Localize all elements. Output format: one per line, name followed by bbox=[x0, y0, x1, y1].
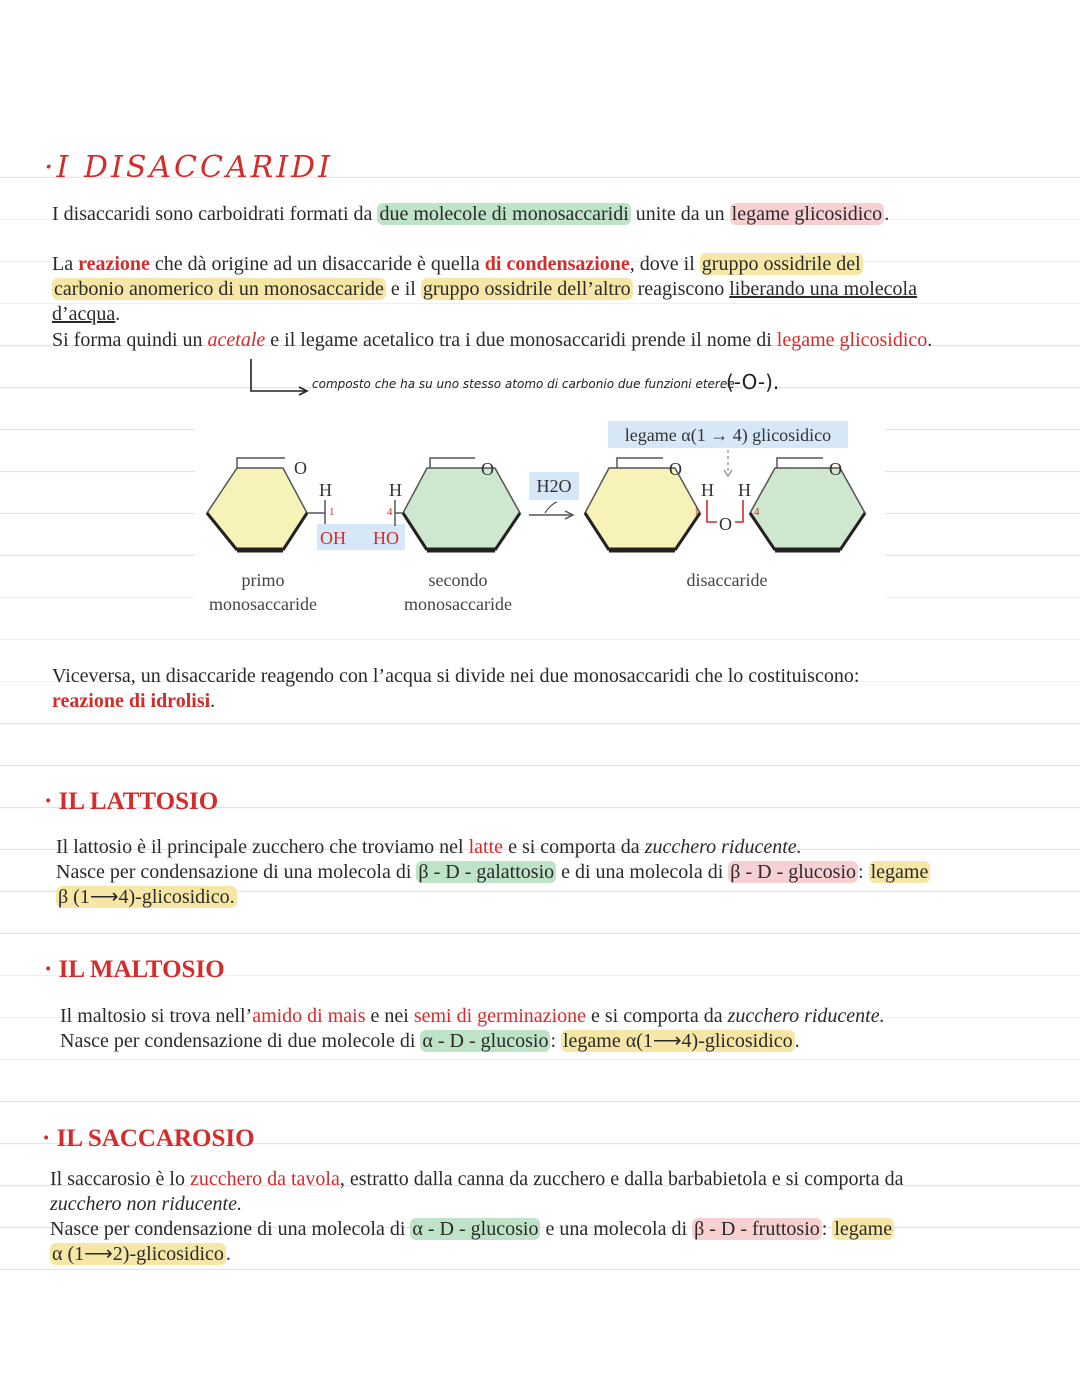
carbon-number: 4 bbox=[754, 506, 760, 518]
text: Nasce per condensazione di due molecole di bbox=[60, 1030, 421, 1052]
highlight-legame: legame bbox=[834, 1218, 893, 1240]
label-disaccharide: disaccaride bbox=[686, 570, 768, 590]
text: Viceversa, un disaccaride reagendo con l’acqua si divide nei due monosaccaridi che lo costituiscono: bbox=[52, 665, 860, 687]
intro-paragraph-2 bbox=[52, 252, 1042, 327]
ring-oxygen: O bbox=[669, 459, 682, 479]
text: e nei bbox=[365, 1005, 414, 1027]
text: e il bbox=[385, 278, 421, 300]
highlight-alpha-1-2-bond: α (1⟶2)-glicosidico bbox=[52, 1243, 224, 1265]
highlight-fruttosio: β - D - fruttosio bbox=[694, 1218, 820, 1240]
h-atom: H bbox=[319, 480, 332, 500]
h-atom: H bbox=[701, 480, 714, 500]
highlight-anomeric-carbon: carbonio anomerico di un monosaccaride bbox=[54, 278, 384, 300]
highlight-beta-bond: β (1⟶4)-glicosidico. bbox=[58, 886, 235, 908]
text: . bbox=[115, 303, 121, 325]
oh-group: OH bbox=[320, 528, 346, 548]
text: Nasce per condensazione di una molecola di bbox=[50, 1218, 411, 1240]
h-atom: H bbox=[738, 480, 751, 500]
text: , estratto dalla canna da zucchero e dalla barbabietola e si comporta da bbox=[339, 1168, 904, 1190]
keyword-table-sugar: zucchero da tavola bbox=[189, 1168, 340, 1190]
highlight-hydroxyl: gruppo ossidrile del bbox=[701, 253, 861, 275]
intro-paragraph-1 bbox=[52, 202, 889, 227]
hydrolysis-paragraph bbox=[52, 664, 859, 714]
text: e di una molecola di bbox=[556, 861, 729, 883]
bottom-margin bbox=[0, 1280, 1080, 1394]
highlight-galattosio: β - D - galattosio bbox=[418, 861, 555, 883]
text: e una molecola di bbox=[540, 1218, 693, 1240]
keyword-semi: semi di germinazione bbox=[413, 1005, 586, 1027]
text: Il lattosio è il principale zucchero che troviamo nel bbox=[56, 836, 469, 858]
handwritten-note: composto che ha su uno stesso atomo di carbonio due funzioni eteree bbox=[312, 377, 735, 391]
label-first: primo bbox=[241, 570, 285, 590]
saccarosio-paragraph bbox=[50, 1167, 1050, 1267]
text: Il saccarosio è lo bbox=[50, 1168, 190, 1190]
underlined-releasing-water: liberando una molecola bbox=[729, 278, 917, 300]
text: , dove il bbox=[629, 253, 700, 275]
underlined-water: d’acqua bbox=[52, 303, 116, 325]
bond-label: legame α(1 → 4) glicosidico bbox=[624, 425, 832, 445]
keyword-reazione: reazione bbox=[78, 253, 150, 275]
label-second-2: monosaccaride bbox=[404, 594, 512, 614]
text: Il maltosio si trova nell’ bbox=[60, 1005, 253, 1027]
ring-oxygen: O bbox=[481, 459, 494, 479]
ring-oxygen: O bbox=[829, 459, 842, 479]
highlight-alpha-glucosio: α - D - glucosio bbox=[422, 1030, 549, 1052]
keyword-glycosidic-bond: legame glicosidico bbox=[776, 329, 928, 351]
heading-saccarosio: · IL SACCAROSIO bbox=[42, 1125, 255, 1152]
ring-oxygen: O bbox=[294, 458, 307, 478]
text: . bbox=[225, 1243, 231, 1265]
text: e il legame acetalico tra i due monosaccaridi prende il nome di bbox=[265, 329, 777, 351]
text: : bbox=[550, 1030, 561, 1052]
carbon-number: 1 bbox=[694, 506, 700, 518]
h-atom: H bbox=[389, 480, 402, 500]
page-title: ·I DISACCARIDI bbox=[44, 150, 333, 185]
highlight-alpha-glucosio: α - D - glucosio bbox=[412, 1218, 539, 1240]
text: : bbox=[858, 861, 869, 883]
keyword-condensazione: di condensazione bbox=[484, 253, 630, 275]
text: . bbox=[927, 329, 933, 351]
carbon-number: 4 bbox=[387, 506, 393, 518]
keyword-reducing-sugar: zucchero riducente. bbox=[644, 836, 802, 858]
label-first-2: monosaccaride bbox=[209, 594, 317, 614]
water-label: H2O bbox=[536, 476, 572, 496]
highlight-glucosio: β - D - glucosio bbox=[730, 861, 857, 883]
disaccharide-figure bbox=[195, 418, 885, 628]
note-formula: (-O-). bbox=[726, 370, 780, 394]
text: I disaccaridi sono carboidrati formati da bbox=[52, 203, 378, 225]
keyword-hydrolysis: reazione di idrolisi bbox=[52, 690, 211, 712]
lattosio-paragraph bbox=[56, 835, 930, 910]
top-margin bbox=[0, 0, 1080, 136]
text: Nasce per condensazione di una molecola di bbox=[56, 861, 417, 883]
bridge-oxygen: O bbox=[719, 514, 732, 534]
label-second: secondo bbox=[428, 570, 488, 590]
keyword-latte: latte bbox=[468, 836, 504, 858]
text: reagiscono bbox=[632, 278, 730, 300]
keyword-amido: amido di mais bbox=[252, 1005, 366, 1027]
highlight-alpha-bond: legame α(1⟶4)-glicosidico bbox=[563, 1030, 793, 1052]
intro-paragraph-3 bbox=[52, 328, 932, 353]
keyword-non-reducing-sugar: zucchero non riducente. bbox=[50, 1193, 242, 1215]
highlight-other-hydroxyl: gruppo ossidrile dell’altro bbox=[422, 278, 631, 300]
ho-group: HO bbox=[373, 528, 399, 548]
text: e si comporta da bbox=[586, 1005, 728, 1027]
note-arrow-icon bbox=[245, 355, 315, 400]
highlight-two-monosaccharides: due molecole di monosaccaridi bbox=[379, 203, 629, 225]
highlight-legame: legame bbox=[870, 861, 929, 883]
text: . bbox=[794, 1030, 800, 1052]
text: e si comporta da bbox=[503, 836, 645, 858]
text: . bbox=[884, 203, 890, 225]
highlight-glycosidic-bond: legame glicosidico bbox=[731, 203, 883, 225]
text: unite da un bbox=[630, 203, 730, 225]
heading-lattosio: · IL LATTOSIO bbox=[44, 788, 219, 815]
text: . bbox=[210, 690, 216, 712]
text: La bbox=[52, 253, 79, 275]
text: che dà origine ad un disaccaride è quella bbox=[149, 253, 485, 275]
carbon-number: 1 bbox=[329, 506, 335, 518]
maltosio-paragraph bbox=[60, 1004, 885, 1054]
keyword-reducing-sugar: zucchero riducente. bbox=[727, 1005, 885, 1027]
text: Si forma quindi un bbox=[52, 329, 208, 351]
heading-maltosio: · IL MALTOSIO bbox=[44, 956, 225, 983]
keyword-acetale: acetale bbox=[207, 329, 266, 351]
text: : bbox=[821, 1218, 833, 1240]
